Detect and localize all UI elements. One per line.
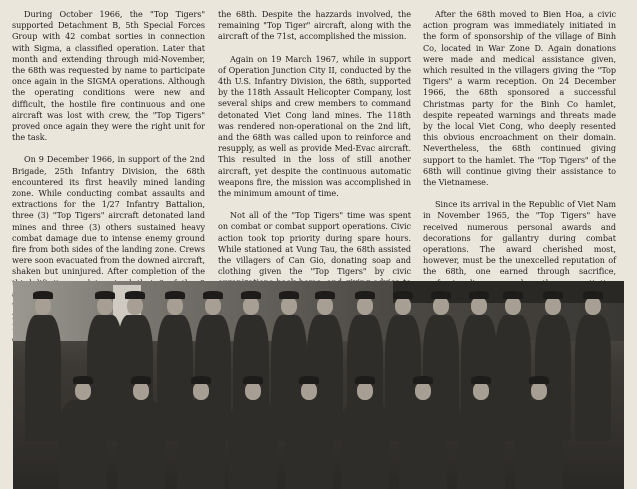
paragraph: the 68th. Despite the hazzards involved, the remaining "Top Tiger" aircraft, along with the aircraft of the 71st, accomplished the mission. — [218, 9, 411, 42]
soldier-figure — [341, 376, 389, 489]
soldier-figure — [177, 376, 225, 489]
soldier-figure — [575, 291, 611, 441]
soldier-figure — [399, 376, 447, 489]
paragraph: During October 1966, the "Top Tigers" supported Detachment B, 5th Special Forces Group with 42 combat sorties in connection with Sigma, a classified operation. Later that month and extending through mid-November, the 68th was requested by name to participate once again in the SIGMA operations. Although the operating conditions were new and difficult, the hostile fire continuous and one aircraft was lost with crew, the "Top Tigers" proved once again they were the right unit for the task. — [12, 9, 205, 143]
soldier-figure — [515, 376, 563, 489]
soldier-figure — [229, 376, 277, 489]
paragraph: After the 68th moved to Bien Hoa, a civic action program was immediately initiated in the form of sponsorship of the village of Binh Co, located in War Zone D. Again donations were made and medical assistance given, which resulted in the villagers giving the "Top Tigers" a warm reception. On 24 December 1966, the 68th sponsored a successful Christmas party for the Binh Co hamlet, despite repeated warnings and threats made by the local Viet Cong, who deeply resented this obvious encroachment on their domain. Nevertheless, the 68th continued giving support to the hamlet. The "Top Tigers" of the 68th will continue giving their assistance to the Vietnamese. — [423, 9, 616, 188]
paragraph: On 9 December 1966, in support of the 2nd Brigade, 25th Infantry Division, the 68th encountered its first heavily mined landing zone. While conducting combat assaults and extractions for the 1/27 Infantry Battalion, three (3) "Top Tigers" aircraft detonated land mines and three (3) others sustained heavy combat damage due to intense enemy ground fire from both sides of the landing zone. Crews were soon evacuated from the downed aircraft, shaken but uninjured. After completion of the — [12, 154, 205, 277]
soldier-figure — [285, 376, 333, 489]
paragraph: Not all of the "Top Tigers" time was spent on combat or combat support operations. Civic action took top priority during spare hours. While stationed at Vung Tau, the 68th assisted the villagers of Can Gio, donating soap and clothing given the "Top Tigers" by civic — [218, 210, 411, 277]
group-photo — [13, 281, 624, 489]
soldier-figure — [457, 376, 505, 489]
soldier-figure — [59, 376, 107, 489]
soldier-figure — [117, 376, 165, 489]
paragraph: Again on 19 March 1967, while in support of Operation Junction City II, conducted by the 4th U.S. Infantry Division, the 68th, supported by the 118th Assault Helicopter Company, lost several ships and crew members to command detonated Viet Cong land mines. The 118th was rendered non-operational on the 2nd lift, and the 68th was called upon to reinforce and resupply, as well as provide Med-Evac aircraft. This resulted in the loss of still another aircraft, yet despite the continuous automatic weapons fire, the mission was accomplished in the minimum amount of time. — [218, 53, 411, 199]
paragraph: Since its arrival in the Republic of Viet Nam in November 1965, the "Top Tigers" have received numerous personal awards and decorations for gallantry during combat operations. The award cherished most, however, must be the unexcelled reputation of the 68th, one earned through sacrifice, — [423, 199, 616, 277]
soldier-figure — [25, 291, 61, 441]
